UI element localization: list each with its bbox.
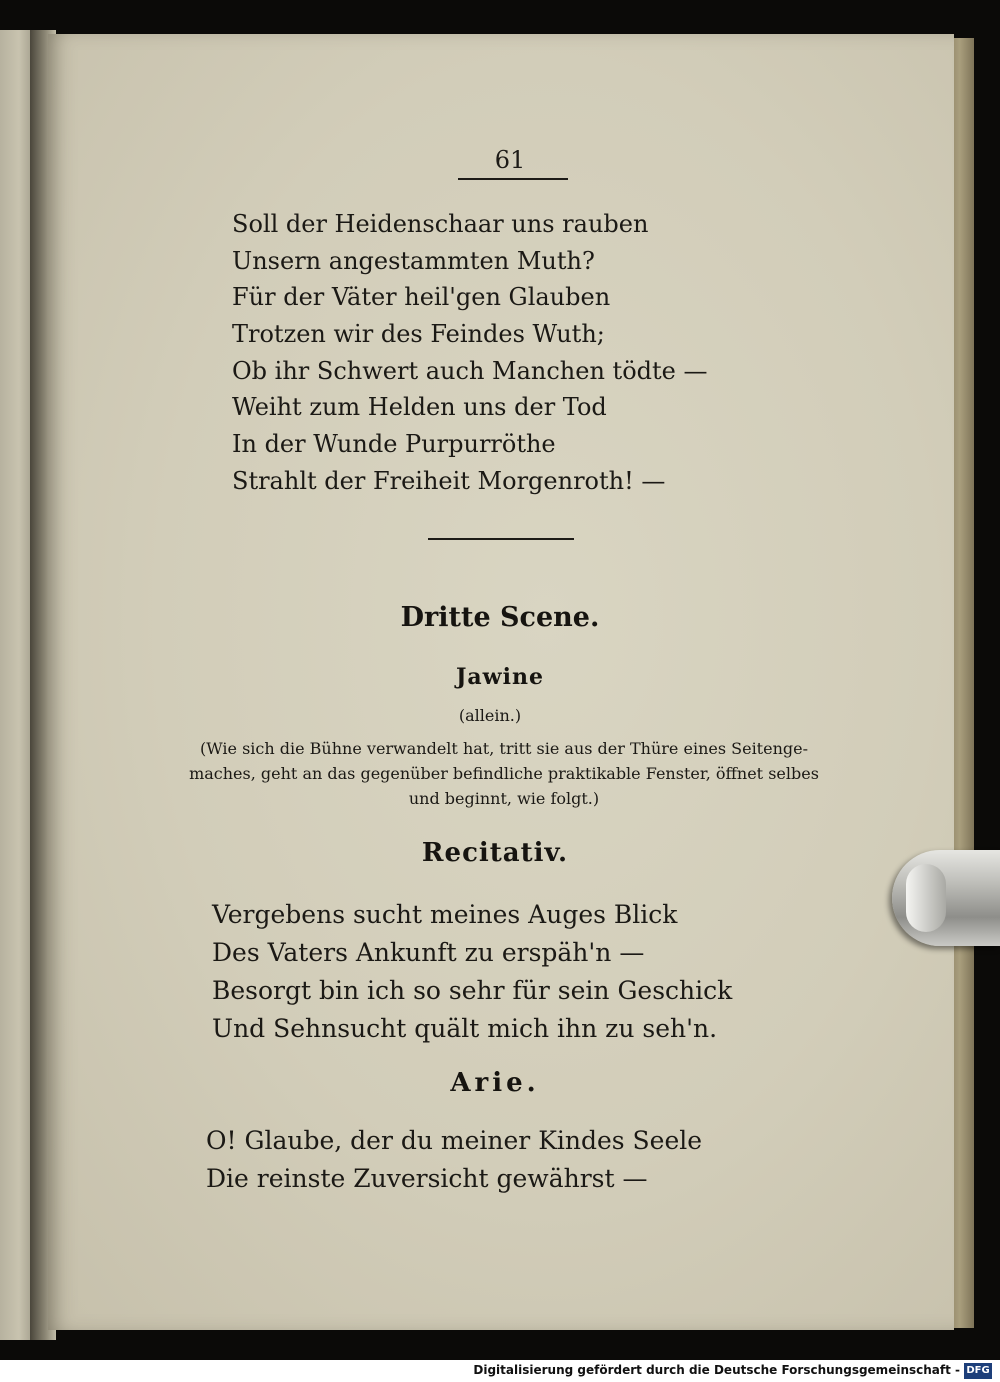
stage-direction — [164, 736, 844, 811]
page-number: 61 — [494, 146, 526, 174]
page-number-rule — [458, 178, 568, 180]
dfg-logo: DFG — [964, 1363, 992, 1379]
verse-line: Strahlt der Freiheit Morgenroth! — — [232, 466, 666, 495]
scene-heading: Dritte Scene. — [400, 602, 600, 633]
verse-line: Für der Väter heil'gen Glauben — [232, 283, 611, 312]
footer-credit: Digitalisierung gefördert durch die Deutsche Forschungsgemeinschaft - — [473, 1363, 960, 1377]
recitativ-heading: Recitativ. — [421, 838, 569, 868]
verse-block-3 — [206, 1122, 702, 1198]
verse-line: Weiht zum Helden uns der Tod — [232, 393, 607, 422]
character-name: Jawine — [456, 664, 544, 690]
verse-block-2 — [212, 896, 732, 1048]
verse-line: Die reinste Zuversicht gewährst — — [206, 1164, 648, 1193]
section-divider — [428, 538, 574, 540]
verse-line: O! Glaube, der du meiner Kindes Seele — [206, 1126, 703, 1155]
stage-direction-line: und beginnt, wie folgt.) — [408, 789, 600, 808]
page-clip-highlight — [906, 864, 946, 932]
verse-line: Ob ihr Schwert auch Manchen tödte — — [232, 356, 708, 385]
verse-line: In der Wunde Purpurröthe — [232, 430, 556, 459]
verse-line: Und Sehnsucht quält mich ihn zu seh'n. — [212, 1014, 718, 1043]
verse-line: Trotzen wir des Feindes Wuth; — [232, 320, 605, 349]
verse-line: Besorgt bin ich so sehr für sein Geschick — [212, 976, 733, 1005]
verse-line: Vergebens sucht meines Auges Blick — [212, 900, 678, 929]
stage-direction-line: maches, geht an das gegenüber befindliche praktikable Fenster, öffnet selbes — [189, 764, 819, 783]
verse-line: Des Vaters Ankunft zu erspäh'n — — [212, 938, 645, 967]
arie-heading: Arie. — [450, 1068, 540, 1098]
verse-line: Soll der Heidenschaar uns rauben — [232, 210, 649, 238]
character-note: (allein.) — [458, 706, 522, 725]
verse-block-1 — [232, 206, 708, 500]
stage-direction-line: (Wie sich die Bühne verwandelt hat, tritt sie aus der Thüre eines Seitenge- — [200, 739, 808, 758]
verse-line: Unsern angestammten Muth? — [232, 246, 595, 275]
